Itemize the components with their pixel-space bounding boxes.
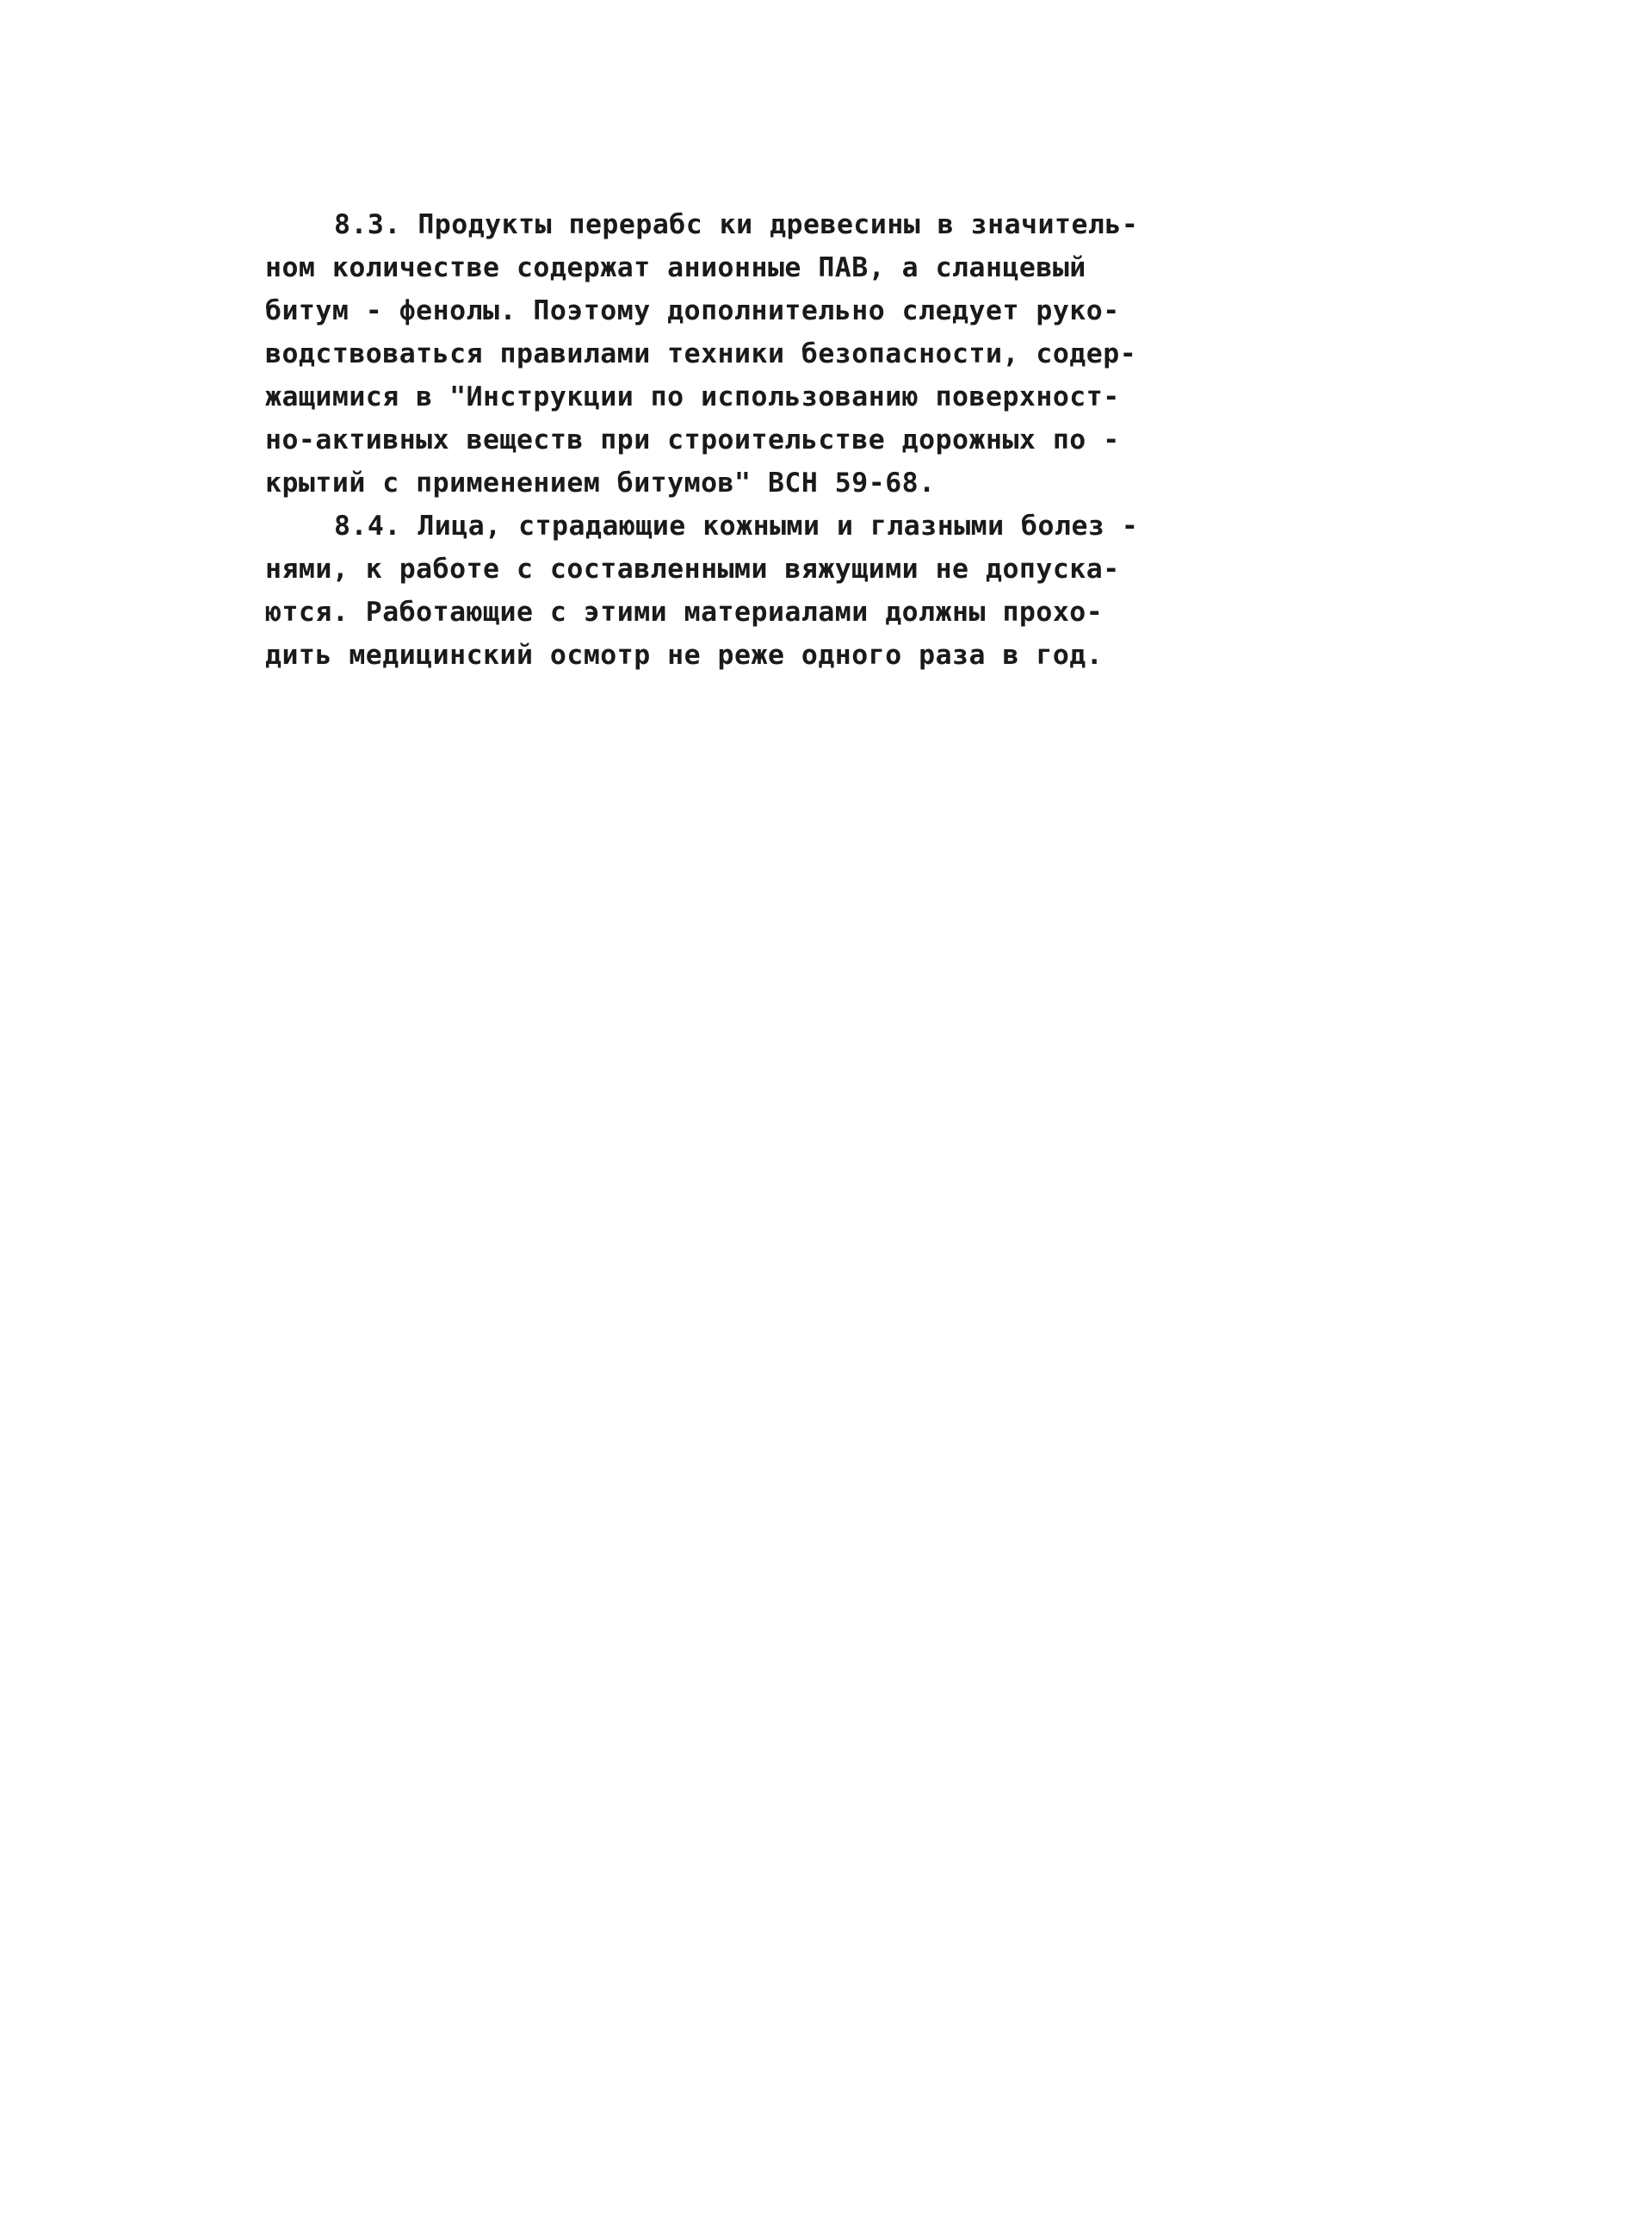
paragraph-line: битум - фенолы. Поэтому дополнительно следует руко- (265, 295, 1120, 326)
document-text (265, 203, 1367, 677)
paragraph-line: ном количестве содержат анионные ПАВ, а сланцевый (265, 252, 1086, 283)
paragraph-line: 8.4. Лица, страдающие кожными и глазными болез - (334, 511, 1139, 542)
paragraph-line: но-активных веществ при строительстве дорожных по - (265, 425, 1120, 456)
paragraph-line: крытий с применением битумов" ВСН 59-68. (265, 468, 936, 499)
paragraph-line: дить медицинский осмотр не реже одного раза в год. (265, 640, 1104, 671)
paragraph-line: водствоваться правилами техники безопасности, содер- (265, 338, 1137, 369)
paragraph-line: нями, к работе с составленными вяжущими не допуска- (265, 554, 1120, 585)
paragraph-line: ются. Работающие с этими материалами должны прохо- (265, 597, 1104, 628)
paragraph-line: 8.3. Продукты перерабс ки древесины в значитель- (334, 209, 1139, 240)
paragraph-8-3 (265, 203, 1367, 505)
paragraph-line: жащимися в "Инструкции по использованию поверхност- (265, 381, 1120, 412)
paragraph-8-4 (265, 505, 1367, 677)
